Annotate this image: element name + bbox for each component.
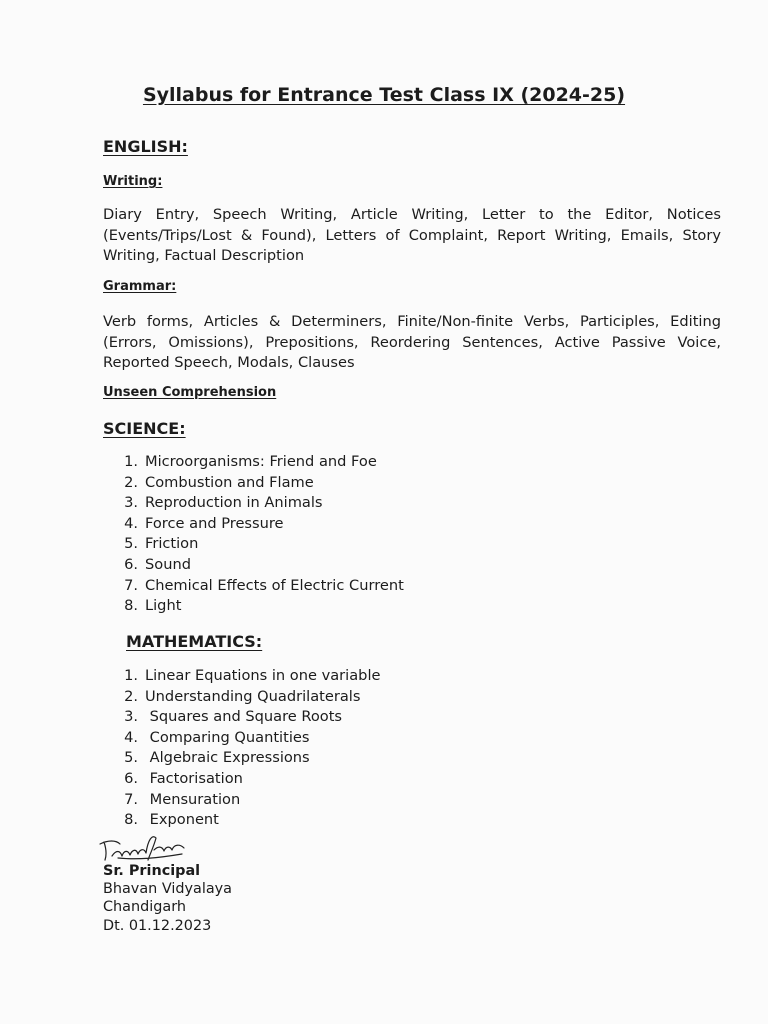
list-text: Friction: [145, 535, 199, 553]
comprehension-heading: Unseen Comprehension: [103, 385, 277, 400]
list-text: Comparing Quantities: [145, 728, 310, 746]
list-text: Combustion and Flame: [145, 473, 314, 491]
list-item: [116, 810, 380, 831]
list-item: [116, 493, 404, 514]
writing-heading: Writing:: [103, 174, 163, 189]
science-heading: SCIENCE:: [103, 419, 186, 438]
list-item: [116, 707, 380, 728]
list-text: Understanding Quadrilaterals: [145, 687, 361, 705]
list-text: Linear Equations in one variable: [145, 667, 381, 684]
writing-topics: Diary Entry, Speech Writing, Article Writing, Letter to the Editor, Notices (Events/Trips/Lost & Found), Letters of Complaint, Report Writing, Emails, Story Writing, Factual Description: [103, 206, 721, 264]
list-number: 3.: [124, 494, 138, 512]
list-text: Squares and Square Roots: [145, 708, 343, 726]
list-text: Exponent: [145, 811, 219, 829]
mathematics-heading: MATHEMATICS:: [126, 632, 263, 651]
grammar-heading: Grammar:: [103, 279, 177, 294]
list-number: 2.: [124, 473, 138, 491]
list-text: Force and Pressure: [145, 514, 284, 532]
list-item: [116, 769, 380, 790]
list-text: Chemical Effects of Electric Current: [145, 576, 404, 594]
list-number: 8.: [124, 597, 138, 615]
list-number: 2.: [124, 687, 138, 705]
list-item: [116, 666, 380, 687]
list-item: [116, 473, 404, 494]
list-number: 6.: [124, 555, 138, 573]
handwritten-signature: [98, 830, 188, 866]
signatory-designation: Sr. Principal: [103, 863, 201, 879]
signatory-block: [103, 862, 232, 935]
list-item: [116, 555, 404, 576]
list-number: 6.: [124, 769, 138, 787]
list-number: 5.: [124, 749, 138, 767]
list-item: [116, 748, 380, 769]
list-number: 7.: [124, 790, 138, 808]
school-city: Chandigarh: [103, 899, 186, 916]
list-text: Light: [145, 597, 182, 615]
list-text: Factorisation: [145, 769, 243, 787]
document-date: Dt. 01.12.2023: [103, 917, 212, 934]
science-list: [116, 452, 404, 617]
list-number: 1.: [124, 667, 138, 684]
list-number: 5.: [124, 535, 138, 553]
list-number: 3.: [124, 708, 138, 726]
list-item: [116, 596, 404, 617]
list-item: [116, 790, 380, 811]
list-item: [116, 576, 404, 597]
list-number: 4.: [124, 728, 138, 746]
list-text: Sound: [145, 555, 191, 573]
list-number: 7.: [124, 576, 138, 594]
list-item: [116, 452, 404, 473]
grammar-topics: Verb forms, Articles & Determiners, Finite/Non-finite Verbs, Participles, Editing (Errors, Omissions), Prepositions, Reordering Sentences, Active Passive Voice, Reported Speech, Modals, Clauses: [103, 313, 721, 371]
list-text: Algebraic Expressions: [145, 749, 310, 767]
list-number: 1.: [124, 453, 138, 470]
list-number: 4.: [124, 514, 138, 532]
list-text: Reproduction in Animals: [145, 494, 323, 512]
english-heading: ENGLISH:: [103, 137, 188, 156]
list-item: [116, 534, 404, 555]
list-item: [116, 514, 404, 535]
list-item: [116, 687, 380, 708]
school-name: Bhavan Vidyalaya: [103, 881, 232, 898]
mathematics-list: [116, 666, 380, 831]
list-item: [116, 728, 380, 749]
list-text: Mensuration: [145, 790, 241, 808]
list-number: 8.: [124, 811, 138, 829]
list-text: Microorganisms: Friend and Foe: [145, 453, 377, 470]
document-title: Syllabus for Entrance Test Class IX (2024-25): [142, 84, 626, 106]
